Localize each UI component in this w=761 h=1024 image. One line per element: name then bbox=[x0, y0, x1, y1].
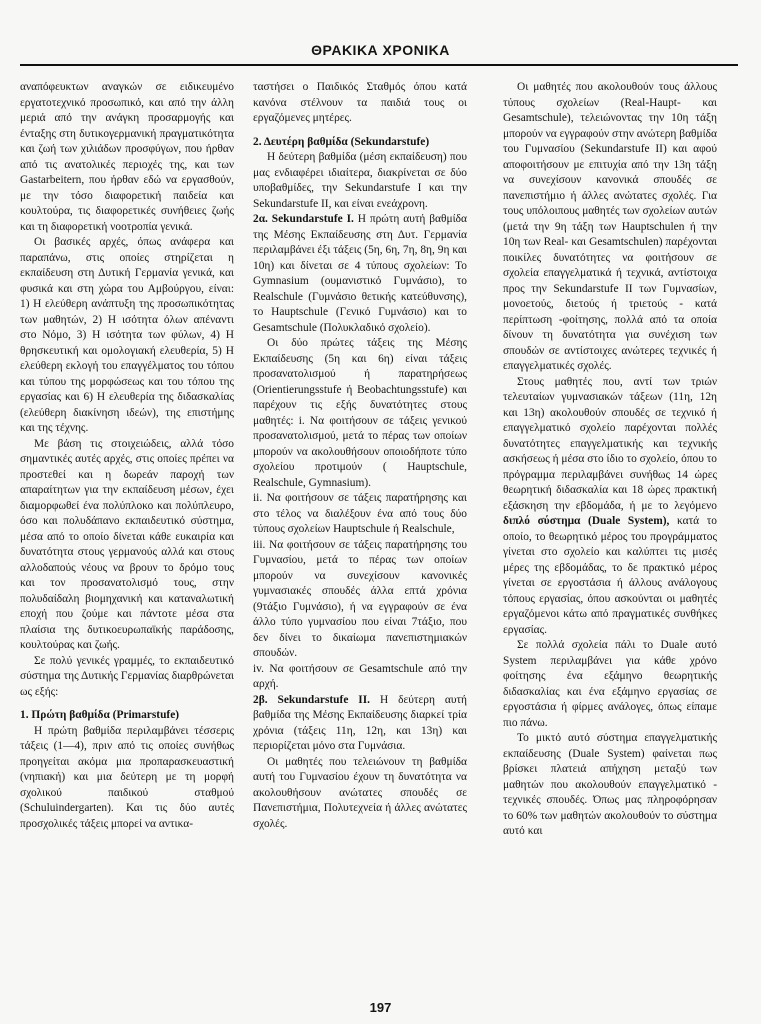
paragraph: Οι μαθητές που τελειώνουν τη βαθμίδα αυτή του Γυμνασίου έχουν τη δυνατότητα να ακολουθήσουν ανώτατες σπουδές σε Πανεπιστήμια, Πολυτεχνεία ή άλλες ανώτατες σχολές. bbox=[253, 755, 467, 830]
paragraph: Οι βασικές αρχές, όπως ανάφερα και παραπάνω, στις οποίες στηρίζεται η εκπαίδευση στη Δυτική Γερμανία γενικά, και φυσικά και στη χώρα του Αμβούργου, είναι: 1) Η ελεύθερη ανάπτυξη της προσωπικότητας των μαθητών, 2) Η ισότητα όλων απέναντι στο Νόμο, 3) Η ισότητα των φύλων, 4) Η θρησκευτική και ομολογιακή ελευθερία, 5) Η ελεύθερη εκλογή του επαγγέλματος του τόπου και τύπου της μορφώσεως και του τόπου της εργασίας και 6) Η ελευθερία της διδασκαλίας (ελεύθερη διακίνηση ιδεών), της επιστήμης και της τέχνης. bbox=[20, 236, 234, 434]
paragraph: Σε πολλά σχολεία πάλι το Duale αυτό System περιλαμβάνει για κάθε χρόνο φοίτησης ένα εξάμηνο θεωρητικής διδασκαλίας και ένα εξάμηνο εργασίας σε εργοστάσια ή φίρμες ανάλογες, όπως είπαμε πιο πάνω. bbox=[503, 639, 717, 729]
paragraph: Οι δύο πρώτες τάξεις της Μέσης Εκπαίδευσης (5η και 6η) είναι τάξεις προσανατολισμού ή παρατηρήσεως (Orientierungsstufe ή Beobachtungsstufe) και παρέχουν τις εξής δυνατότητες στους μαθητές: i. Να φοιτήσουν σε τάξεις γενικού προσανατολισμού, μετά το πέρας των οποίων μπορούν να ακολουθήσουν οποιοδήποτε τύπο σχολείου προτιμούν ( Hauptschule, Realschule, Gymnasium). bbox=[253, 337, 467, 489]
paragraph: Οι μαθητές που ακολουθούν τους άλλους τύπους σχολείων (Real-Haupt- και Gesamtschule), τελειώνοντας την 10η τάξη μπορούν να εγγραφούν στην ανώτερη βαθμίδα του Γυμνασίου (Sekundarstufe II) και αφού αποφοιτήσουν με επιτυχία από την 13η τάξη να συνεχίσουν κανονικά σπουδές σε πανεπιστήμιο ή άλλες ανώτατες σχολές. Για τους υπόλοιπους μαθητές των σχολείων αυτών (μετά την 9η τάξη των Hauptschulen ή την 10η των Real- και Gesamtschulen) παρέχονται ποικίλες δυνατότητες να φοιτήσουν σε σχολεία επαγγελματικά ή τεχνικά, αντίστοιχα προς την Sekundarstufe II των Γυμνασίων, μονοετούς, διετούς ή τριετούς - κατά περίπτωση -φοίτησης, πολλά από τα οποία δίνουν τη δυνατότητα για συνέχιση των σπουδών σε αντίστοιχες ανώτερες τεχνικές ή επαγγελματικές σχολές. bbox=[503, 81, 717, 372]
bold-term: διπλό σύστημα (Duale System), bbox=[503, 515, 670, 527]
paragraph-text: Η πρώτη αυτή βαθμίδα της Μέσης Εκπαίδευσης στη Δυτ. Γερμανία περιλαμβάνει έξι τάξεις (5η, 6η, 7η, 8η, 9η και 10η) και δίνεται σε 4 τύπους σχολείων: Το Gymnasium (ουμανιστικό Γυμνάσιο), το Realschule (Γυμνάσιο θετικής κατεύθυνσης), το Hauptschule (Γενικό Γυμνάσιο) και το Gesamtschule (Πολυκλαδικό σχολείο). bbox=[253, 213, 467, 334]
paragraph: Σε πολύ γενικές γραμμές, το εκπαιδευτικό σύστημα της Δυτικής Γερμανίας διαρθρώνεται ως εξής: bbox=[20, 654, 234, 698]
column-1 bbox=[20, 80, 234, 995]
section-heading bbox=[253, 135, 467, 151]
column-2 bbox=[253, 80, 467, 995]
paragraph: Με βάση τις στοιχειώδεις, αλλά τόσο σημαντικές αυτές αρχές, στις οποίες πρέπει να προστεθεί και η δωρεάν παροχή των απαραίτητων για την εκπαίδευση μέσων, έχει διαμορφωθεί ένα πολύπλοκο και πολύπλευρο, όσο και πολυδάπανο εκπαιδευτικό σύστημα, μέσα από το οποίο δίνεται κάθε ευκαιρία και δυνατότητα στους γερμανούς αλλά και στους αλλοδαπούς νέους να βρουν το δρόμο τους και τον προσανατολισμό τους, στην πολυδαίδαλη βιομηχανική και καταναλωτική εποχή που ζούμε και πάντοτε μέσα στα πλαίσια της δυτικοευρωπαϊκής παράδοσης, κουλτούρας και ζωής. bbox=[20, 437, 234, 651]
paragraph: αναπόφευκτων αναγκών σε ειδικευμένο εργατοτεχνικό προσωπικό, και από την άλλη μεριά από την ανάγκη προσαρμογής και ένταξης στη δυτικογερμανική πραγματικότητα και ζωή των χιλιάδων προσφύγων, που ήρθαν από τις ανατολικές περιοχές της, και των Gastarbeitern, που ήρθαν εδώ να εργασθούν, με την τόσο διαφορετική παιδεία και κουλτούρα, τις διαφορετικές συνήθειες ζωής και τη διαφορετική νοοτροπία γενικά. bbox=[20, 81, 234, 233]
paragraph: Η δεύτερη βαθμίδα (μέση εκπαίδευση) που μας ενδιαφέρει ιδιαίτερα, διακρίνεται σε δύο υποβαθμίδες, την Sekundarstufe I και την Sekundarstufe II, και είναι ενεάχρονη. bbox=[253, 151, 467, 210]
heading-bold: 2. Δευτέρη βαθμίδα bbox=[253, 135, 348, 148]
paragraph: Η πρώτη βαθμίδα περιλαμβάνει τέσσερις τάξεις (1—4), πριν από τις οποίες συνήθως προηγείται ακόμα μια προπαρασκευαστική (νηπιακή) και μια δεύτερη με τη μορφή σχολικού παιδικού σταθμού (Schuluindergarten). Και τις δύο αυτές προσχολικές τάξεις μπορεί να αντικα- bbox=[20, 724, 234, 830]
paragraph-text: Στους μαθητές που, αντί των τριών τελευταίων γυμνασιακών τάξεων (11η, 12η και 13η) ακολουθούν σπουδές σε τεχνικό ή επαγγελματικό σχολείο παρέχονται πολλές δυνατότητες επαγγελματικής και τεχνικής ασκήσεως ή μέσα στο ίδιο το σχολείο, όπου το πρόγραμμα περιλαμβάνει συνήθως 14 ώρες θεωρητική διδασκαλία και 18 ώρες πρακτική εξάσκηση την εβδομάδα, ή με το λεγόμενο bbox=[503, 375, 717, 512]
page-number: 197 bbox=[369, 1000, 392, 1015]
subheading: 2β. Sekundarstufe II. bbox=[253, 693, 371, 706]
paragraph-text: κατά το οποίο, το θεωρητικό μέρος του προγράμματος γίνεται στο σχολείο και καλύπτει τις μισές μέρες της εβδομάδας, το δε πρακτικό μέρος γίνεται σε εργοστάσια ή άλλους ανάλογους τόπους εργασίας, όπου ασκούνται οι μαθητές εργαζόμενοι κάτω από πραγματικές συνθήκες εργασίας. bbox=[503, 515, 717, 636]
header-rule bbox=[20, 64, 738, 66]
paragraph: Το μικτό αυτό σύστημα επαγγελματικής εκπαίδευσης (Duale System) φαίνεται πως βρίσκει πλατειά απήχηση μεταξύ των μαθητών που ακολουθούν επαγγελματικό - τεχνικές σπουδές. Όπως μας πληροφόρησαν το 60% των μαθητών ακολουθούν το σύστημα αυτό και bbox=[503, 732, 717, 837]
running-header-title: ΘΡΑΚΙΚΑ ΧΡΟΝΙΚΑ bbox=[311, 42, 450, 58]
paragraph-text: Η δεύτερη αυτή βαθμίδα της Μέσης Εκπαίδευσης διαρκεί τρία χρόνια (τάξεις 11η, 12η, και 13η) και περιορίζεται μόνο στα Γυμνάσια. bbox=[253, 693, 467, 752]
section-heading: 1. Πρώτη βαθμίδα (Primarstufe) bbox=[20, 709, 180, 721]
paragraph: ταστήσει ο Παιδικός Σταθμός όπου κατά κανόνα στέλνουν τα παιδιά τους οι εργαζόμενες μητέρες. bbox=[253, 81, 467, 124]
paragraph bbox=[503, 375, 717, 639]
paragraph bbox=[253, 212, 467, 336]
paragraph bbox=[253, 693, 467, 755]
heading-rest: (Sekundarstufe) bbox=[347, 135, 430, 148]
paragraph: iv. Να φοιτήσουν σε Gesamtschule από την αρχή. bbox=[253, 662, 467, 690]
column-3 bbox=[503, 80, 717, 995]
paragraph: iii. Να φοιτήσουν σε τάξεις παρατήρησης του Γυμνασίου, μετά το πέρας των οποίων μπορούν να συνεχίσουν κανονικές γυμνασιακές σπουδές άλλα επτά χρόνια (9τάξιο Γυμνάσιο), ή να εγγραφούν σε ένα άλλο τύπο γυμνασίου που είναι 7τάξιο, που δεν δίνει το δικαίωμα πανεπιστημιακών σπουδών. bbox=[253, 538, 467, 659]
subheading: 2α. Sekundarstufe I. bbox=[253, 213, 354, 225]
paragraph: ii. Να φοιτήσουν σε τάξεις παρατήρησης και στο τέλος να διαλέξουν ένα από τους δύο τύπους σχολείων Hauptschule ή Realschule, bbox=[253, 492, 467, 535]
